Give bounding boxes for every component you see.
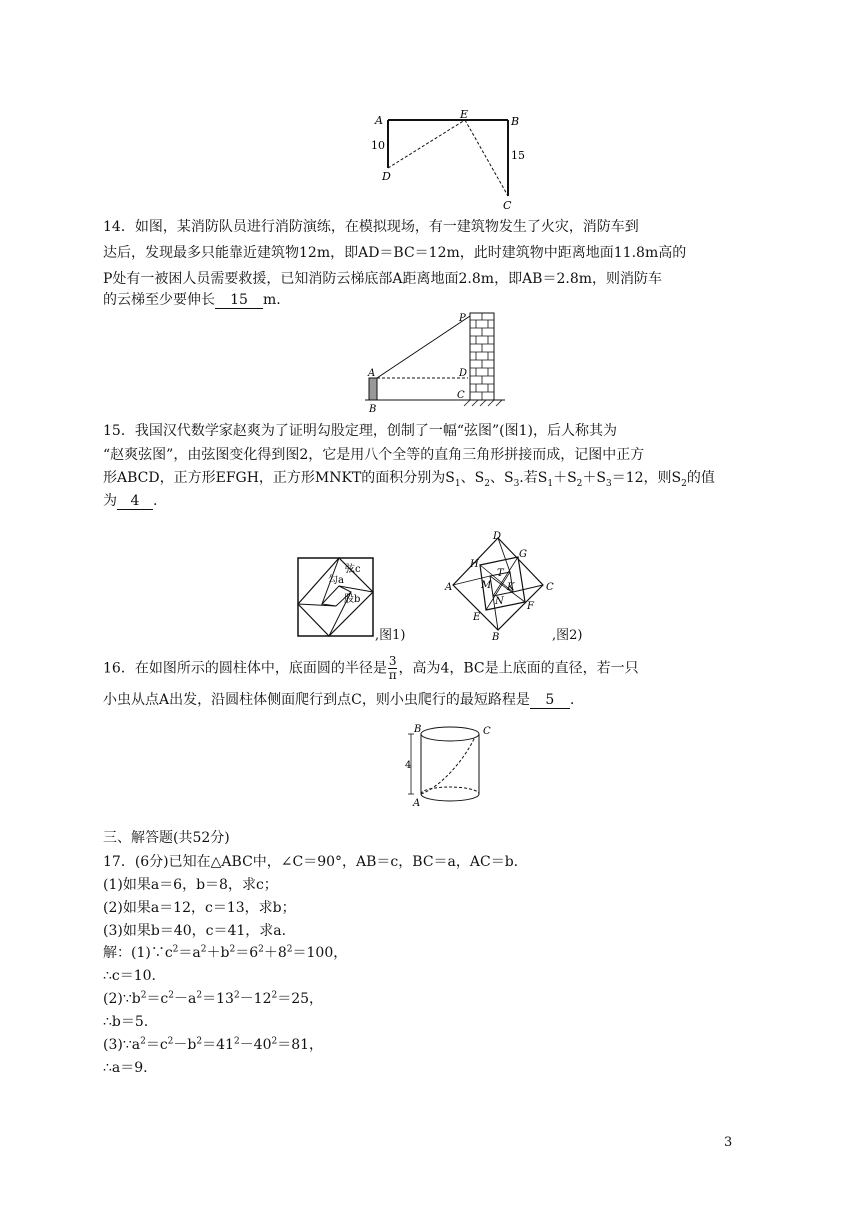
label-E: E [460, 108, 469, 121]
label-B: B [414, 724, 422, 735]
label-height: 4 [405, 760, 412, 771]
label-gu: 股b [344, 594, 361, 605]
sol-text: ＋b [206, 945, 230, 961]
label-C: C [457, 390, 465, 401]
q15-text: 为 [103, 493, 117, 509]
sub: 3 [513, 478, 520, 489]
label-M: M [481, 580, 492, 591]
sol-text: ＝13 [202, 991, 234, 1007]
label-B: B [511, 115, 520, 128]
sol-text: ＝c [146, 991, 169, 1007]
sol-text: ＝25， [277, 991, 324, 1007]
sup: 2 [271, 990, 278, 1001]
sol-text: ＝c [145, 1037, 168, 1053]
q17-part3: (3)如果b＝40，c＝41，求a. [103, 923, 287, 939]
sol-text: ＋8 [263, 945, 287, 961]
sub: 1 [547, 478, 554, 489]
sol-text: －40 [239, 1037, 272, 1053]
length-bc: 15 [511, 149, 525, 162]
label-P: P [459, 313, 466, 324]
sup: 2 [196, 1036, 203, 1047]
q16-text: 小虫从点A出发，沿圆柱体侧面爬行到点C，则小虫爬行的最短路程是 [103, 692, 530, 708]
sup: 2 [271, 1036, 278, 1047]
sup: 2 [233, 1036, 240, 1047]
label-N: N [495, 596, 504, 607]
label-D: D [382, 170, 391, 183]
label-C: C [483, 726, 491, 737]
fig1-caption: ,图1) [375, 628, 406, 643]
sub: 3 [606, 478, 612, 489]
label-A: A [445, 582, 453, 593]
q17-stem: 17．(6分)已知在△ABC中，∠C＝90°，AB＝c，BC＝a，AC＝b. [103, 854, 519, 870]
label-A: A [368, 368, 376, 379]
sol-text: ＝100， [292, 945, 348, 961]
frac-num: 3 [388, 654, 397, 668]
q17-solution-1 [103, 943, 347, 963]
label-K: K [507, 582, 515, 593]
q14-line4-text: 的云梯至少要伸长 [103, 292, 215, 308]
sub: 2 [484, 478, 490, 489]
label-T: T [497, 568, 504, 579]
label-F: F [527, 601, 534, 612]
sol-text: (2)∵b [103, 991, 141, 1007]
q14-line1: 14．如图，某消防队员进行消防演练，在模拟现场，有一建筑物发生了火灾，消防车到 [103, 219, 639, 235]
sol-text: 解：(1)∵c [103, 945, 173, 961]
figure-q13 [365, 108, 535, 210]
label-gou: 勾a [328, 575, 344, 586]
sub: 2 [576, 478, 583, 489]
label-C: C [503, 199, 512, 210]
label-xian: 弦c [345, 564, 361, 575]
q15-text: ＝12，则S [611, 470, 682, 486]
q17-solution-2 [103, 989, 323, 1009]
q15-text: . [153, 493, 158, 509]
sup: 2 [140, 990, 147, 1001]
label-H: H [470, 559, 479, 570]
q14-line4 [103, 290, 281, 310]
label-C: C [546, 582, 554, 593]
sup: 2 [140, 1036, 146, 1047]
sup: 2 [200, 944, 207, 955]
label-G: G [519, 549, 527, 560]
q16-text: 16．在如图所示的圆柱体中，底面圆的半径是 [103, 660, 387, 677]
sub: 2 [681, 478, 687, 489]
q17-part2: (2)如果a＝12，c＝13，求b； [103, 900, 296, 916]
q16-line2 [103, 690, 574, 710]
label-A: A [413, 798, 421, 809]
fraction [388, 655, 398, 682]
q15-line1: 15．我国汉代数学家赵爽为了证明勾股定理，创制了一幅“弦图”(图1)，后人称其为 [103, 423, 617, 439]
figure-q15-1 [296, 556, 376, 638]
label-D: D [493, 531, 502, 542]
sol-text: －a [174, 991, 197, 1007]
q17-solution-3 [103, 1035, 323, 1055]
label-D: D [459, 368, 468, 379]
q15-line2: “赵爽弦图”，由弦图变化得到图2，它是用八个全等的直角三角形拼接而成，记图中正方 [103, 447, 645, 463]
sup: 2 [196, 990, 203, 1001]
label-B: B [369, 404, 377, 415]
q14-line3: P处有一被困人员需要救援，已知消防云梯底部A距离地面2.8m，即AB＝2.8m，则消防车 [103, 271, 663, 287]
q14-answer: 15 [215, 292, 263, 309]
q15-text: 形ABCD，正方形EFGH，正方形MNKT的面积分别为S [103, 470, 455, 486]
length-ad: 10 [371, 139, 385, 152]
figure-q16 [405, 722, 510, 812]
q15-line4 [103, 491, 157, 511]
sol-text: ＝81， [277, 1037, 324, 1053]
sub: 1 [454, 478, 461, 489]
fig2-caption: ,图2) [552, 628, 583, 643]
sup: 2 [233, 990, 240, 1001]
sup: 2 [167, 1036, 174, 1047]
sol-text: －12 [239, 991, 272, 1007]
q15-text: .若S [519, 470, 548, 486]
q15-text: 、S [460, 470, 485, 486]
q16-text: ，高为4，BC是上底面的直径，若一只 [398, 660, 639, 677]
figure-q14 [360, 308, 520, 418]
q17-result-2: ∴b＝5. [103, 1014, 149, 1030]
q17-result-1: ∴c＝10. [103, 968, 157, 984]
q14-line2: 达后，发现最多只能靠近建筑物12m，即AD＝BC＝12m，此时建筑物中距离地面11.8m高的 [103, 245, 687, 261]
q15-text: ＋S [582, 470, 606, 486]
sol-text: (3)∵a [103, 1037, 141, 1053]
q16-answer: 5 [530, 692, 570, 709]
q17-result-3: ∴a＝9. [103, 1060, 148, 1076]
label-A: A [375, 114, 383, 127]
label-E: E [473, 612, 481, 623]
label-B: B [492, 632, 500, 642]
q15-text: ＋S [553, 470, 577, 486]
q15-line3 [103, 468, 715, 488]
q15-text: 的值 [686, 470, 715, 486]
q15-text: 、S [489, 470, 514, 486]
frac-den: π [388, 668, 397, 682]
sup: 2 [172, 944, 179, 955]
q15-answer: 4 [117, 493, 153, 510]
q16-line1 [103, 655, 639, 682]
sup: 2 [229, 944, 236, 955]
sup: 2 [286, 944, 293, 955]
sol-text: ＝6 [235, 945, 259, 961]
q17-part1: (1)如果a＝6，b＝8，求c； [103, 877, 278, 893]
sol-text: ＝a [178, 945, 201, 961]
sup: 2 [258, 944, 264, 955]
page-number: 3 [724, 1135, 733, 1150]
sol-text: －b [173, 1037, 197, 1053]
sol-text: ＝41 [202, 1037, 234, 1053]
q14-line4-end: m. [263, 292, 281, 308]
sup: 2 [168, 990, 175, 1001]
figure-q15-2 [443, 530, 563, 642]
section-title: 三、解答题(共52分) [103, 830, 230, 846]
q16-text: . [569, 692, 575, 708]
